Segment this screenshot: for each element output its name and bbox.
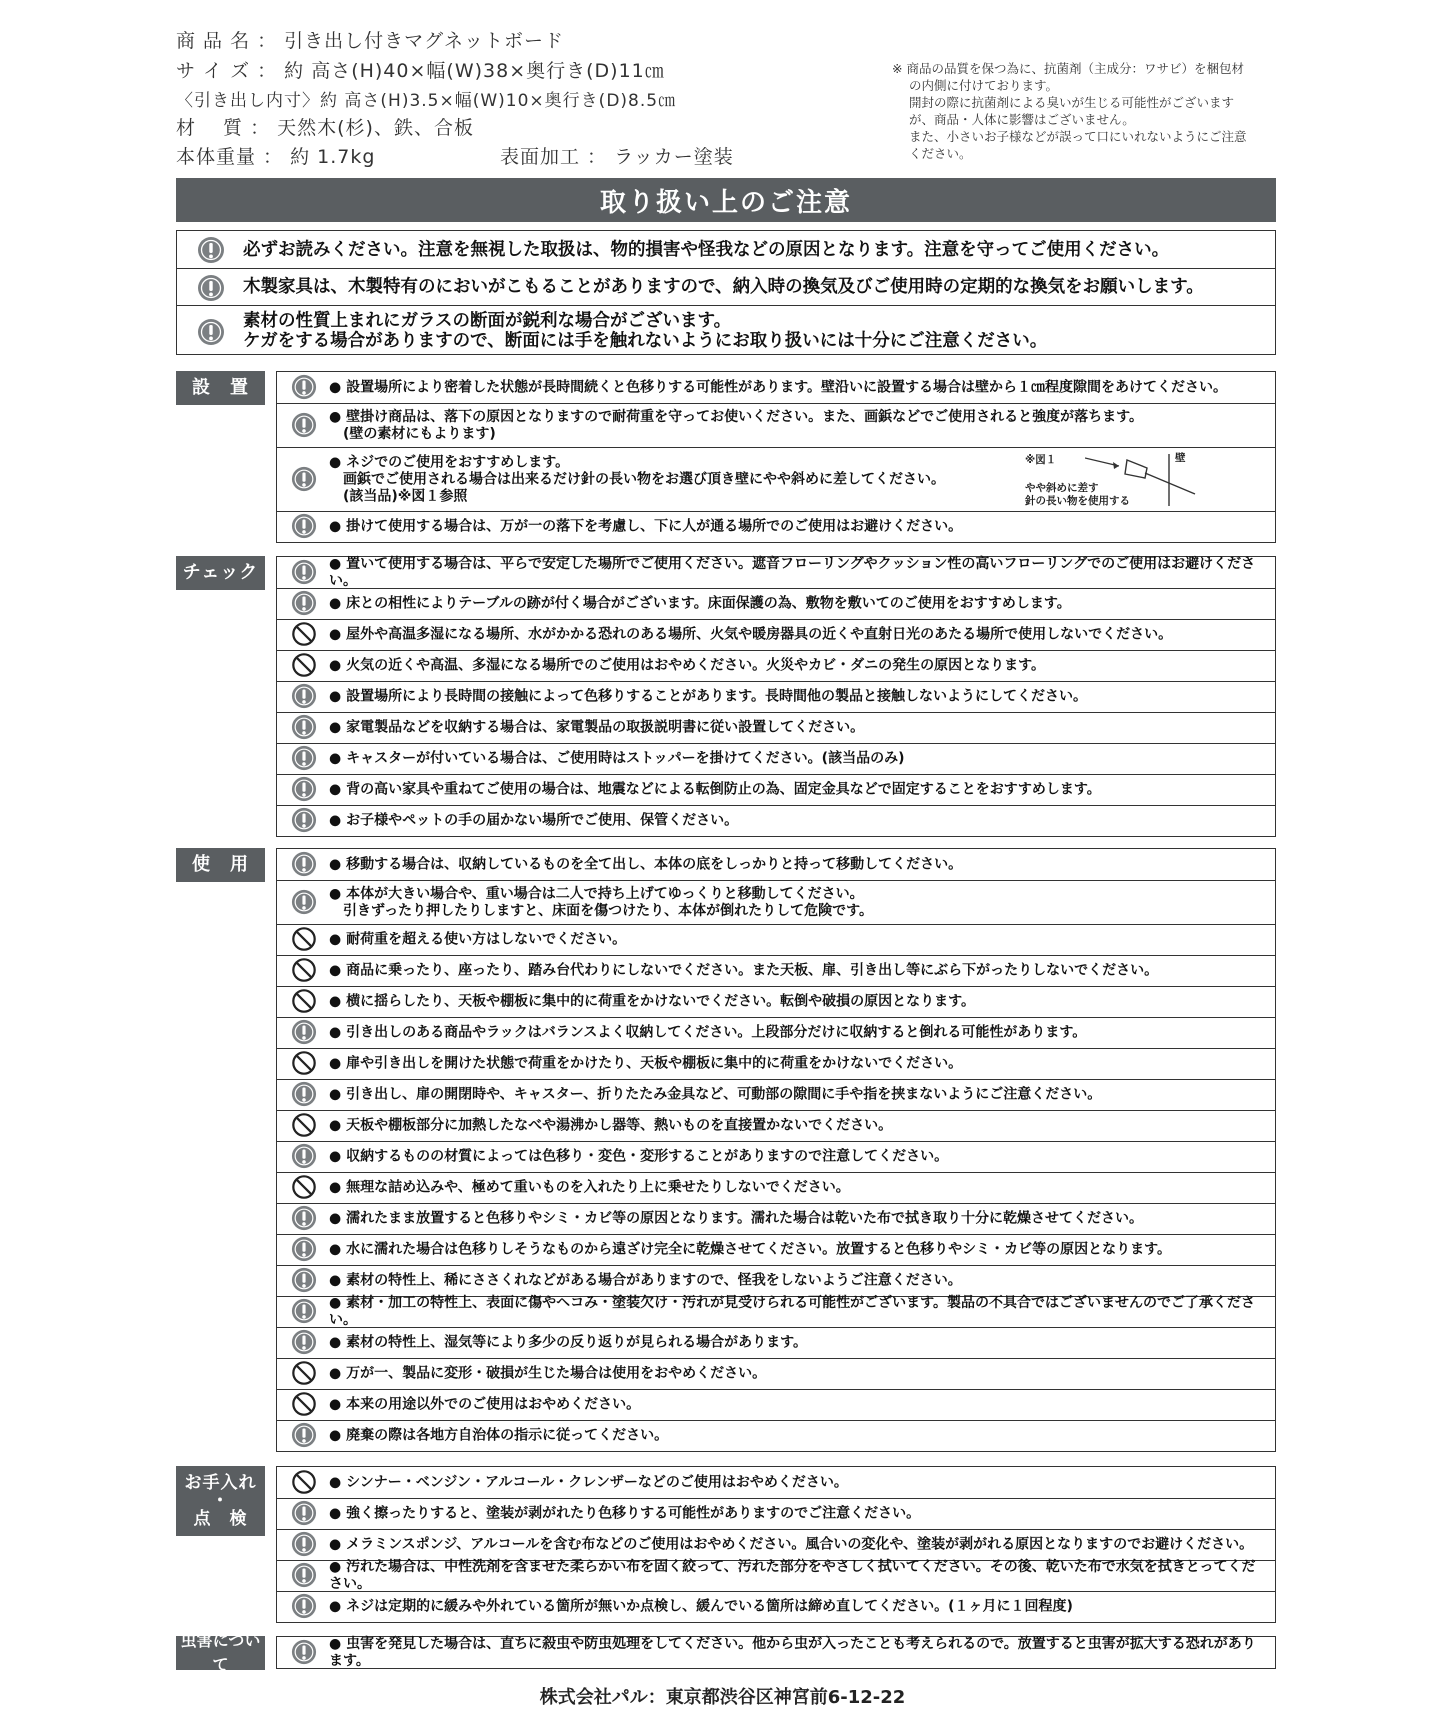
list-item — [277, 924, 1275, 955]
list-item — [277, 1467, 1275, 1498]
list-item — [277, 1591, 1275, 1622]
list-item — [277, 1389, 1275, 1420]
caution-icon — [197, 274, 225, 302]
list-item — [277, 511, 1275, 542]
prohibited-icon — [291, 1112, 317, 1138]
item-text: ● 家電製品などを収納する場合は、家電製品の取扱説明書に従い設置してください。 — [329, 719, 865, 736]
caution-icon — [291, 1236, 317, 1262]
list-item — [277, 743, 1275, 774]
list-item — [277, 1141, 1275, 1172]
list-item — [277, 955, 1275, 986]
item-text: ● 扉や引き出しを開けた状態で荷重をかけたり、天板や棚板に集中的に荷重をかけないでください。 — [329, 1055, 963, 1072]
section-label: 虫害について — [176, 1636, 265, 1670]
caution-icon — [291, 851, 317, 877]
caution-banner: 取り扱い上のご注意 — [176, 178, 1276, 222]
prohibited-icon — [291, 957, 317, 983]
item-text: ● 素材・加工の特性上、表面に傷やヘコみ・塗装欠け・汚れが見受けられる可能性がございます。製品の不具合ではございませんのでご了承ください。 — [329, 1295, 1255, 1328]
caution-icon — [197, 236, 225, 264]
item-text: ● 商品に乗ったり、座ったり、踏み台代わりにしないでください。また天板、扉、引き出し等にぶら下がったりしないでください。 — [329, 962, 1159, 979]
caution-icon — [291, 1329, 317, 1355]
list-item — [277, 403, 1275, 447]
prohibited-icon — [291, 926, 317, 952]
caution-icon — [291, 1639, 317, 1665]
list-item — [277, 1529, 1275, 1560]
list-item — [277, 1420, 1275, 1451]
spec-surface: 表面加工 ： ラッカー塗装 — [500, 146, 734, 168]
caution-icon — [291, 1081, 317, 1107]
list-item — [277, 1172, 1275, 1203]
list-item — [277, 1265, 1275, 1296]
item-text: ● 汚れた場合は、中性洗剤を含ませた柔らかい布を固く絞って、汚れた部分をやさしく拭いてください。その後、乾いた布で水気を拭きとってください。 — [329, 1559, 1256, 1592]
caution-icon — [291, 1143, 317, 1169]
list-item — [277, 447, 1275, 511]
item-text: ● 無理な詰め込みや、極めて重いものを入れたり上に乗せたりしないでください。 — [329, 1179, 850, 1196]
caution-icon — [197, 318, 225, 346]
top-notice-row — [177, 268, 1275, 305]
item-text: ● 壁掛け商品は、落下の原因となりますので耐荷重を守ってお使いください。また、画鋲などでご使用されると強度が落ちます。 (壁の素材にもよります) — [329, 408, 1143, 442]
list-item — [277, 774, 1275, 805]
item-text: ● 天板や棚板部分に加熱したなべや湯沸かし器等、熱いものを直接置かないでください。 — [329, 1117, 893, 1134]
list-item — [277, 1234, 1275, 1265]
section-label: 設 置 — [176, 371, 265, 405]
list-item — [277, 588, 1275, 619]
figure-wall-label: 壁 — [1175, 452, 1186, 464]
note-line: 開封の際に抗菌剤による臭いが生じる可能性がございます — [909, 95, 1235, 110]
prohibited-icon — [291, 1174, 317, 1200]
caution-icon — [291, 466, 317, 492]
list-item — [277, 880, 1275, 924]
spec-product-name: 商 品 名 ： 引き出し付きマグネットボード — [176, 30, 564, 52]
caution-icon — [291, 1562, 317, 1588]
prohibited-icon — [291, 1391, 317, 1417]
spec-size: サ イ ズ ： 約 高さ(H)40×幅(W)38×奥行き(D)11㎝ — [176, 60, 665, 82]
item-text: ● 収納するものの材質によっては色移り・変色・変形することがありますので注意してください。 — [329, 1148, 949, 1165]
top-notices — [176, 230, 1276, 355]
list-item — [277, 1048, 1275, 1079]
caution-icon — [291, 1205, 317, 1231]
caution-icon — [291, 513, 317, 539]
item-text: ● メラミンスポンジ、アルコールを含む布などのご使用はおやめください。風合いの変化や、塗装が剥がれる原因となりますのでお避けください。 — [329, 1536, 1254, 1553]
caution-icon — [291, 1500, 317, 1526]
item-text: ● 置いて使用する場合は、平らで安定した場所でご使用ください。遮音フローリングやクッション性の高いフローリングでのご使用はお避けください。 — [329, 555, 1256, 589]
section-label: 使 用 — [176, 848, 265, 882]
spec-material: 材 質 ： 天然木(杉)、鉄、合板 — [176, 117, 474, 139]
top-notice-text: 木製家具は、木製特有のにおいがこもることがありますので、納入時の換気及びご使用時の定期的な換気をお願いします。 — [243, 277, 1204, 297]
item-text: ● シンナー・ベンジン・アルコール・クレンザーなどのご使用はおやめください。 — [329, 1474, 848, 1490]
item-text: ● お子様やペットの手の届かない場所でご使用、保管ください。 — [329, 812, 739, 829]
prohibited-icon — [291, 1469, 317, 1495]
item-text: ● 背の高い家具や重ねてご使用の場合は、地震などによる転倒防止の為、固定金具などで固定することをおすすめします。 — [329, 781, 1101, 798]
list-item — [277, 372, 1275, 403]
prohibited-icon — [291, 1050, 317, 1076]
caution-icon — [291, 714, 317, 740]
prohibited-icon — [291, 1360, 317, 1386]
item-text: ● 強く擦ったりすると、塗装が剥がれたり色移りする可能性がありますのでご注意ください。 — [329, 1505, 921, 1522]
list-item — [277, 1079, 1275, 1110]
list-item — [277, 557, 1275, 588]
caution-icon — [291, 1267, 317, 1293]
item-text: ● 廃棄の際は各地方自治体の指示に従ってください。 — [329, 1427, 669, 1444]
item-text: ● 設置場所により密着した状態が長時間続くと色移りする可能性があります。壁沿いに設置する場合は壁から１㎝程度隙間をあけてください。 — [329, 379, 1227, 395]
caution-icon — [291, 1593, 317, 1619]
caution-icon — [291, 1298, 317, 1324]
spec-weight: 本体重量 ： 約 1.7kg — [176, 146, 376, 168]
caution-icon — [291, 807, 317, 833]
list-item — [277, 681, 1275, 712]
item-text: ● 濡れたまま放置すると色移りやシミ・カビ等の原因となります。濡れた場合は乾いた布で拭き取り十分に乾燥させてください。 — [329, 1210, 1143, 1227]
note-line: ください。 — [909, 146, 972, 161]
item-text: ● ネジでのご使用をおすすめします。 画鋲でご使用される場合は出来るだけ針の長い物をお選び頂き壁にやや斜めに差してください。 (該当品)※図１参照 — [329, 454, 945, 504]
item-text: ● 掛けて使用する場合は、万が一の落下を考慮し、下に人が通る場所でのご使用はお避けください。 — [329, 518, 963, 535]
note-line: の内側に付けております。 — [909, 78, 1059, 93]
prohibited-icon — [291, 652, 317, 678]
section-table — [276, 848, 1276, 1452]
section-label: チェック — [176, 556, 265, 590]
figure-ref: ※図１ — [1025, 454, 1057, 466]
caution-icon — [291, 776, 317, 802]
item-text: ● 素材の特性上、稀にささくれなどがある場合がありますので、怪我をしないようご注意ください。 — [329, 1272, 962, 1289]
item-text: ● ネジは定期的に緩みや外れている箇所が無いか点検し、緩んでいる箇所は締め直してください。(１ヶ月に１回程度) — [329, 1598, 1073, 1615]
item-text: ● 横に揺らしたり、天板や棚板に集中的に荷重をかけないでください。転倒や破損の原因となります。 — [329, 993, 975, 1010]
item-text: ● キャスターが付いている場合は、ご使用時はストッパーを掛けてください。(該当品のみ) — [329, 750, 905, 767]
figure-caption: やや斜めに差す 針の長い物を使用する — [1025, 482, 1130, 507]
item-text: ● 設置場所により長時間の接触によって色移りすることがあります。長時間他の製品と接触しないようにしてください。 — [329, 688, 1087, 705]
caution-icon — [291, 412, 317, 438]
section-table — [276, 556, 1276, 837]
top-notice-text: 必ずお読みください。注意を無視した取扱は、物的損害や怪我などの原因となります。注意を守ってご使用ください。 — [243, 239, 1170, 260]
caution-icon — [291, 1531, 317, 1557]
list-item — [277, 1560, 1275, 1591]
caution-icon — [291, 559, 317, 585]
spec-drawer-size: 〈引き出し内寸〉約 高さ(H)3.5×幅(W)10×奥行き(D)8.5㎝ — [176, 91, 677, 111]
section-table — [276, 1466, 1276, 1623]
list-item — [277, 650, 1275, 681]
item-text: ● 水に濡れた場合は色移りしそうなものから遠ざけ完全に乾燥させてください。放置すると色移りやシミ・カビ等の原因となります。 — [329, 1241, 1171, 1258]
note-line: ※ 商品の品質を保つ為に、抗菌剤（主成分：ワサビ）を梱包材 — [892, 61, 1244, 76]
item-text: ● 引き出し、扉の開閉時や、キャスター、折りたたみ金具など、可動部の隙間に手や指を挟まないようにご注意ください。 — [329, 1086, 1102, 1103]
top-notice-text: 素材の性質上まれにガラスの断面が鋭利な場合がございます。 ケガをする場合がありますので、断面には手を触れないようにお取り扱いには十分にご注意ください。 — [243, 311, 1048, 351]
list-item — [277, 1296, 1275, 1327]
list-item — [277, 1498, 1275, 1529]
item-text: ● 床との相性によりテーブルの跡が付く場合がございます。床面保護の為、敷物を敷いてのご使用をおすすめします。 — [329, 595, 1071, 612]
list-item — [277, 1327, 1275, 1358]
list-item — [277, 1358, 1275, 1389]
list-item — [277, 712, 1275, 743]
list-item — [277, 849, 1275, 880]
note-line: また、小さいお子様などが誤って口にいれないようにご注意 — [909, 129, 1247, 144]
pin-figure — [1025, 452, 1235, 510]
item-text: ● 素材の特性上、湿気等により多少の反り返りが見られる場合があります。 — [329, 1334, 807, 1351]
company-footer: 株式会社パル：東京都渋谷区神宮前6-12-22 — [539, 1687, 906, 1708]
item-text: ● 火気の近くや高温、多湿になる場所でのご使用はおやめください。火災やカビ・ダニの発生の原因となります。 — [329, 657, 1045, 674]
list-item — [277, 1017, 1275, 1048]
list-item — [277, 1203, 1275, 1234]
item-text: ● 虫害を発見した場合は、直ちに殺虫や防虫処理をしてください。他から虫が入ったことも考えられるので。放置すると虫害が拡大する恐れがあります。 — [329, 1635, 1256, 1669]
prohibited-icon — [291, 988, 317, 1014]
prohibited-icon — [291, 621, 317, 647]
section-label: お手入れ ・ 点 検 — [176, 1466, 265, 1536]
top-notice-row — [177, 231, 1275, 268]
list-item — [277, 1110, 1275, 1141]
item-text: ● 万が一、製品に変形・破損が生じた場合は使用をおやめください。 — [329, 1365, 767, 1382]
caution-icon — [291, 745, 317, 771]
item-text: ● 引き出しのある商品やラックはバランスよく収納してください。上段部分だけに収納すると倒れる可能性があります。 — [329, 1024, 1087, 1041]
list-item — [277, 986, 1275, 1017]
item-text: ● 移動する場合は、収納しているものを全て出し、本体の底をしっかりと持って移動してください。 — [329, 856, 963, 872]
item-text: ● 本来の用途以外でのご使用はおやめください。 — [329, 1396, 641, 1413]
list-item — [277, 1637, 1275, 1668]
item-text: ● 屋外や高温多湿になる場所、水がかかる恐れのある場所、火気や暖房器具の近くや直射日光のあたる場所で使用しないでください。 — [329, 626, 1173, 643]
section-table — [276, 1636, 1276, 1669]
section-table — [276, 371, 1276, 543]
caution-icon — [291, 683, 317, 709]
note-line: が、商品・人体に影響はございません。 — [909, 112, 1135, 127]
item-text: ● 耐荷重を超える使い方はしないでください。 — [329, 931, 627, 948]
caution-icon — [291, 889, 317, 915]
caution-icon — [291, 590, 317, 616]
list-item — [277, 619, 1275, 650]
caution-icon — [291, 1422, 317, 1448]
caution-icon — [291, 374, 317, 400]
caution-icon — [291, 1019, 317, 1045]
item-text: ● 本体が大きい場合や、重い場合は二人で持ち上げてゆっくりと移動してください。 引きずったり押したりしますと、床面を傷つけたり、本体が倒れたりして危険です。 — [329, 885, 874, 919]
list-item — [277, 805, 1275, 836]
antibacterial-note — [892, 60, 1277, 162]
top-notice-row — [177, 305, 1275, 356]
